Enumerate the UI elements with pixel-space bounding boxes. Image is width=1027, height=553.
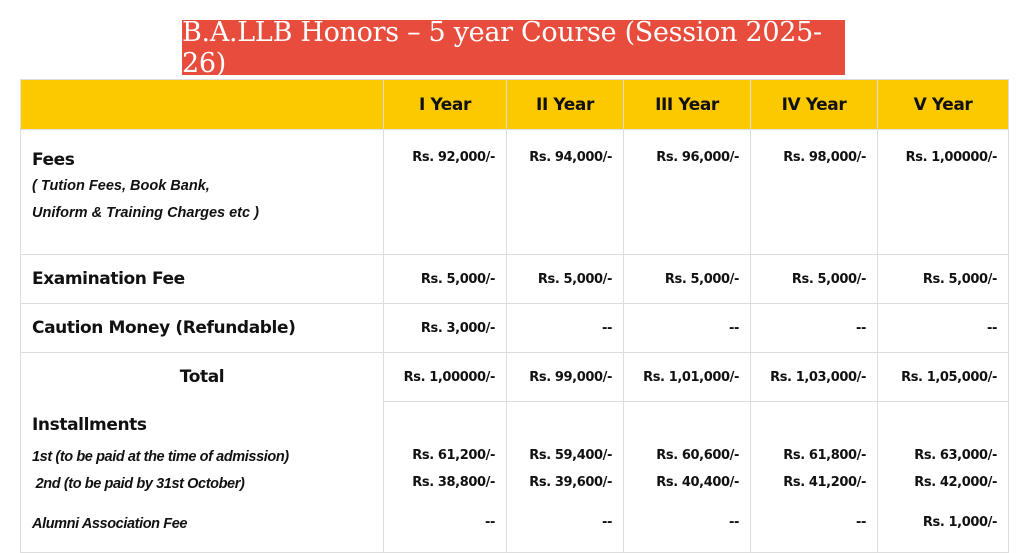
fees-year-1: Rs. 92,000/- bbox=[384, 130, 507, 255]
exam-fee-year-5: Rs. 5,000/- bbox=[878, 255, 1009, 304]
fees-year-5: Rs. 1,00000/- bbox=[878, 130, 1009, 255]
installment-2nd-label: 2nd (to be paid by 31st October) bbox=[32, 476, 245, 492]
installment-2nd-year-5: Rs. 42,000/- bbox=[914, 475, 997, 490]
fees-sub-line-1: ( Tution Fees, Book Bank, bbox=[32, 178, 210, 194]
installments-label-block bbox=[21, 401, 383, 538]
installment-2nd-year-1: Rs. 38,800/- bbox=[412, 475, 495, 490]
table-row-exam-fee bbox=[21, 255, 1009, 304]
installments-year-1 bbox=[384, 402, 507, 553]
installment-2nd-year-2: Rs. 39,600/- bbox=[529, 475, 612, 490]
installments-year-2 bbox=[507, 402, 624, 553]
exam-fee-year-2: Rs. 5,000/- bbox=[507, 255, 624, 304]
caution-year-2: -- bbox=[507, 304, 624, 353]
header-year-4: IV Year bbox=[751, 80, 878, 130]
table-header-row bbox=[21, 80, 1009, 130]
installments-year-4 bbox=[751, 402, 878, 553]
header-year-5: V Year bbox=[878, 80, 1009, 130]
total-year-3: Rs. 1,01,000/- bbox=[624, 353, 751, 402]
total-year-4: Rs. 1,03,000/- bbox=[751, 353, 878, 402]
installment-2nd-year-3: Rs. 40,400/- bbox=[656, 475, 739, 490]
alumni-fee-year-1: -- bbox=[485, 515, 495, 530]
installment-1st-year-3: Rs. 60,600/- bbox=[656, 448, 739, 463]
table-row-caution-money bbox=[21, 304, 1009, 353]
fees-sub-line-2: Uniform & Training Charges etc ) bbox=[32, 205, 259, 221]
installment-1st-year-4: Rs. 61,800/- bbox=[783, 448, 866, 463]
header-year-1: I Year bbox=[384, 80, 507, 130]
installment-1st-year-2: Rs. 59,400/- bbox=[529, 448, 612, 463]
installments-label: Installments bbox=[32, 415, 147, 435]
total-year-1: Rs. 1,00000/- bbox=[384, 353, 507, 402]
alumni-fee-label: Alumni Association Fee bbox=[32, 516, 188, 532]
table-row-total bbox=[21, 353, 1009, 402]
alumni-fee-year-3: -- bbox=[729, 515, 739, 530]
installment-1st-year-5: Rs. 63,000/- bbox=[914, 448, 997, 463]
caution-year-1: Rs. 3,000/- bbox=[384, 304, 507, 353]
exam-fee-year-1: Rs. 5,000/- bbox=[384, 255, 507, 304]
exam-fee-year-4: Rs. 5,000/- bbox=[751, 255, 878, 304]
table-row-fees bbox=[21, 130, 1009, 255]
fees-year-3: Rs. 96,000/- bbox=[624, 130, 751, 255]
fees-year-4: Rs. 98,000/- bbox=[751, 130, 878, 255]
total-year-2: Rs. 99,000/- bbox=[507, 353, 624, 402]
installments-year-3 bbox=[624, 402, 751, 553]
header-empty bbox=[21, 80, 384, 130]
fees-year-2: Rs. 94,000/- bbox=[507, 130, 624, 255]
caution-year-3: -- bbox=[624, 304, 751, 353]
installments-year-5 bbox=[878, 402, 1009, 553]
alumni-fee-year-5: Rs. 1,000/- bbox=[922, 515, 997, 530]
page-title: B.A.LLB Honors – 5 year Course (Session 2025-26) bbox=[182, 20, 845, 75]
installment-1st-label: 1st (to be paid at the time of admission) bbox=[32, 449, 289, 465]
exam-fee-year-3: Rs. 5,000/- bbox=[624, 255, 751, 304]
fee-structure-table bbox=[20, 79, 1009, 553]
installment-1st-year-1: Rs. 61,200/- bbox=[412, 448, 495, 463]
total-year-5: Rs. 1,05,000/- bbox=[878, 353, 1009, 402]
fees-label: Fees bbox=[32, 150, 75, 170]
header-year-3: III Year bbox=[624, 80, 751, 130]
caution-money-label: Caution Money (Refundable) bbox=[21, 304, 384, 353]
caution-year-5: -- bbox=[878, 304, 1009, 353]
alumni-fee-year-4: -- bbox=[856, 515, 866, 530]
exam-fee-label: Examination Fee bbox=[21, 255, 384, 304]
installment-2nd-year-4: Rs. 41,200/- bbox=[783, 475, 866, 490]
header-year-2: II Year bbox=[507, 80, 624, 130]
caution-year-4: -- bbox=[751, 304, 878, 353]
total-and-installments-label-cell bbox=[21, 353, 384, 553]
alumni-fee-year-2: -- bbox=[602, 515, 612, 530]
total-label: Total bbox=[179, 367, 225, 387]
fees-label-cell bbox=[21, 130, 384, 255]
